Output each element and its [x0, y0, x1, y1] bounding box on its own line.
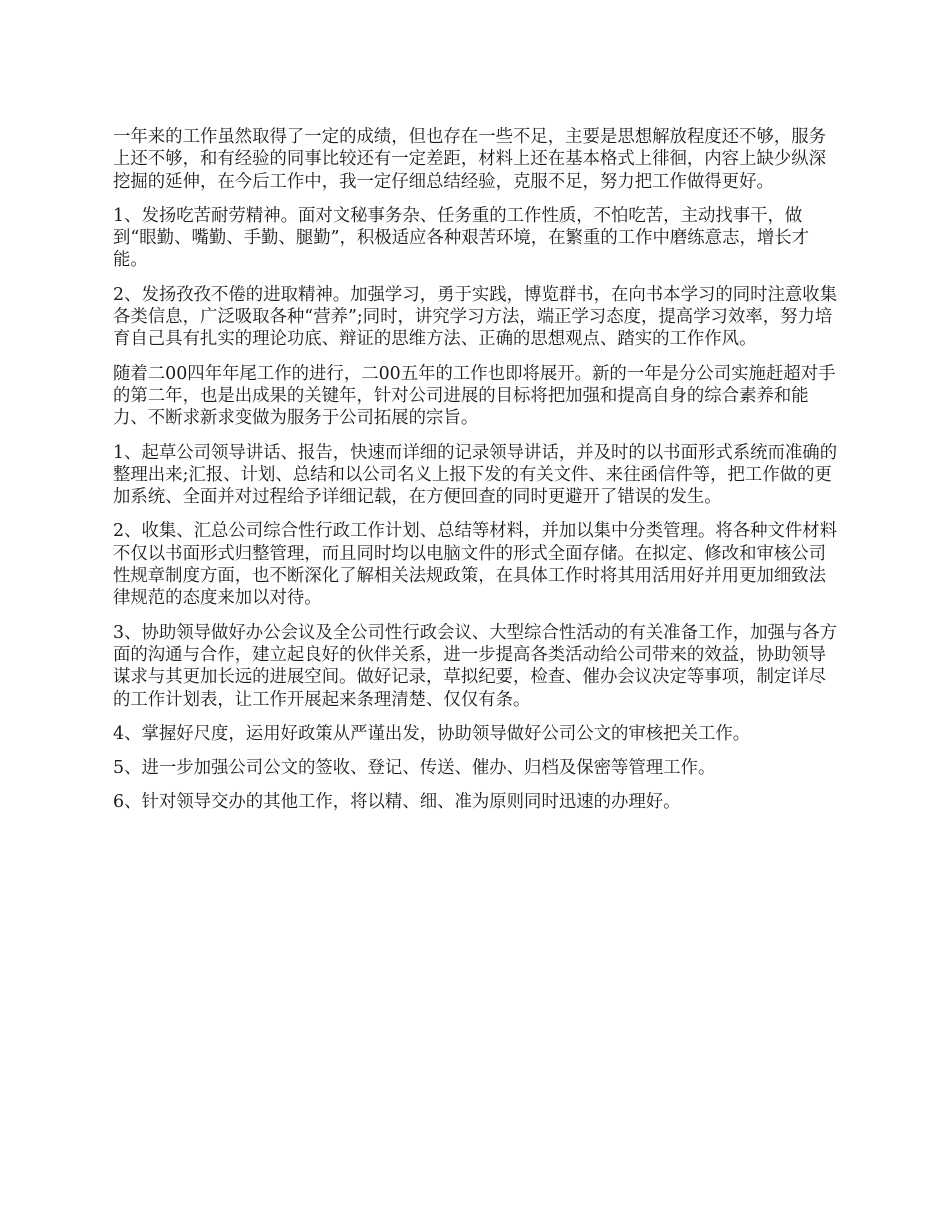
paragraph-summary: 一年来的工作虽然取得了一定的成绩，但也存在一些不足，主要是思想解放程度还不够，服务上还不够，和有经验的同事比较还有一定差距，材料上还在基本格式上徘徊，内容上缺少纵深挖掘的延伸，在今后工作中，我一定仔细总结经验，克服不足，努力把工作做得更好。	[113, 127, 827, 192]
paragraph-item-1-hardwork: 1、发扬吃苦耐劳精神。面对文秘事务杂、任务重的工作性质，不怕吃苦，主动找事干，做到“眼勤、嘴勤、手勤、腿勤”，积极适应各种艰苦环境，在繁重的工作中磨练意志，增长才能。	[113, 205, 810, 271]
paragraph-plan-5-management: 5、进一步加强公司公文的签收、登记、传送、催办、归档及保密等管理工作。	[113, 758, 716, 779]
paragraph-plan-4-review: 4、掌握好尺度，运用好政策从严谨出发，协助领导做好公司公文的审核把关工作。	[113, 723, 751, 744]
paragraph-plan-2-collecting: 2、收集、汇总公司综合性行政工作计划、总结等材料，并加以集中分类管理。将各种文件材料不仅以书面形式归整管理，而且同时均以电脑文件的形式全面存储。在拟定、修改和审核公司性规章制度方面，也不断深化了解相关法规政策，在具体工作时将其用活用好并用更加细致法律规范的态度来加以对待。	[113, 521, 838, 609]
paragraph-plan-3-meetings: 3、协助领导做好办公会议及全公司性行政会议、大型综合性活动的有关准备工作，加强与各方面的沟通与合作，建立起良好的伙伴关系，进一步提高各类活动给公司带来的效益，协助领导谋求与其更加长远的进展空间。做好记录，草拟纪要，检查、催办会议决定等事项，制定详尽的工作计划表，让工作开展起来条理清楚、仅仅有条。	[113, 622, 838, 710]
paragraph-plan-1-drafting: 1、起草公司领导讲话、报告，快速而详细的记录领导讲话，并及时的以书面形式系统而准确的整理出来;汇报、计划、总结和以公司名义上报下发的有关文件、来往函信件等，把工作做的更加系统、全面并对过程给予详细记载，在方便回查的同时更避开了错误的发生。	[113, 442, 838, 508]
paragraph-item-2-learning: 2、发扬孜孜不倦的进取精神。加强学习，勇于实践，博览群书，在向书本学习的同时注意收集各类信息，广泛吸取各种“营养”;同时，讲究学习方法，端正学习态度，提高学习效率，努力培育自己具有扎实的理论功底、辩证的思维方法、正确的思想观点、踏实的工作作风。	[113, 284, 838, 350]
paragraph-plan-6-other-tasks: 6、针对领导交办的其他工作，将以精、细、准为原则同时迅速的办理好。	[113, 792, 681, 813]
document-body	[113, 126, 841, 826]
paragraph-new-year-plan: 随着二00四年年尾工作的进行，二00五年的工作也即将展开。新的一年是分公司实施赶超对手的第二年，也是出成果的关键年，针对公司进展的目标将把加强和提高自身的综合素养和能力、不断求新求变做为服务于公司拓展的宗旨。	[113, 363, 836, 429]
